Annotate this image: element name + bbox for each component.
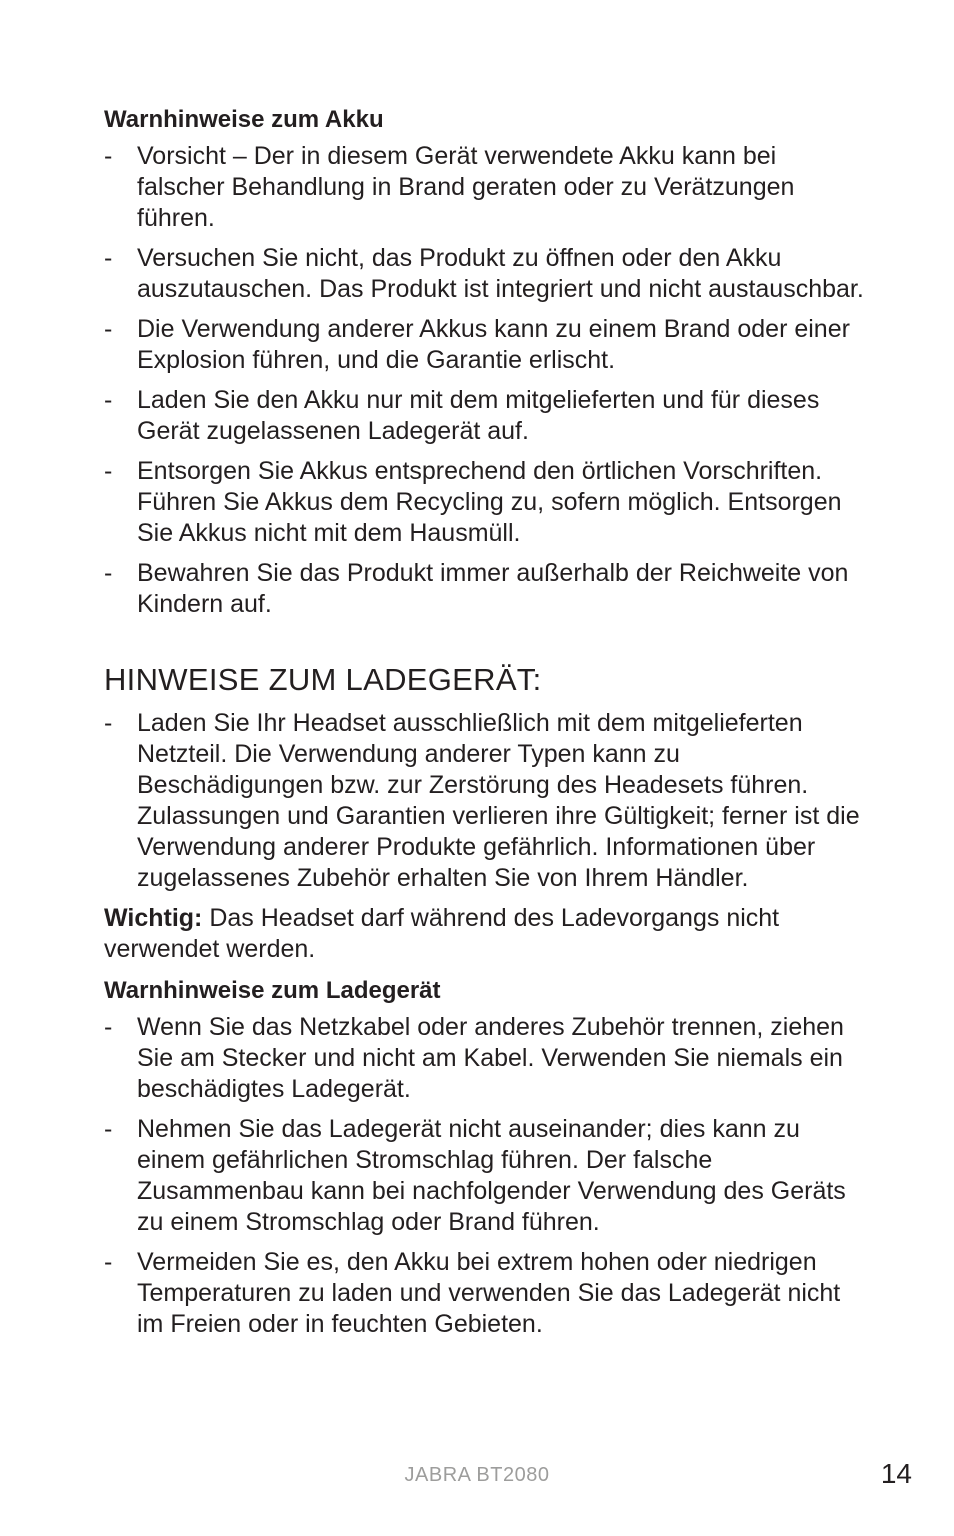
list-item-text: Wenn Sie das Netzkabel oder anderes Zubehör trennen, ziehen Sie am Stecker und nicht am Kabel. Verwenden Sie niemals ein beschädigtes Ladegerät. (137, 1013, 844, 1103)
list-item-text: Vermeiden Sie es, den Akku bei extrem hohen oder niedrigen Temperaturen zu laden und verwenden Sie das Ladegerät nicht im Freien oder in feuchten Gebieten. (137, 1248, 841, 1338)
page-content (104, 104, 864, 1349)
bullet-dash: - (104, 457, 113, 485)
list-item-text: Bewahren Sie das Produkt immer außerhalb der Reichweite von Kindern auf. (137, 559, 849, 618)
list-item (104, 141, 864, 234)
list-item (104, 1247, 864, 1340)
list-item (104, 1114, 864, 1238)
bullet-dash: - (104, 1115, 113, 1143)
important-label: Wichtig: (104, 904, 203, 932)
list-item-text: Entsorgen Sie Akkus entsprechend den örtlichen Vorschriften. Führen Sie Akkus dem Recycling zu, sofern möglich. Entsorgen Sie Akkus nicht mit dem Hausmüll. (137, 457, 842, 547)
bullet-dash: - (104, 386, 113, 414)
list-item (104, 385, 864, 447)
list-item (104, 314, 864, 376)
bullet-dash: - (104, 1013, 113, 1041)
list-item-text: Versuchen Sie nicht, das Produkt zu öffnen oder den Akku auszutauschen. Das Produkt ist integriert und nicht austauschbar. (137, 244, 864, 303)
bullet-dash: - (104, 244, 113, 272)
list-item (104, 1012, 864, 1105)
list-item-text: Laden Sie den Akku nur mit dem mitgelieferten und für dieses Gerät zugelassenen Ladegerät auf. (137, 386, 820, 445)
list-item-text: Vorsicht – Der in diesem Gerät verwendete Akku kann bei falscher Behandlung in Brand geraten oder zu Verätzungen führen. (137, 142, 795, 232)
list-item (104, 708, 864, 894)
list-item-text: Laden Sie Ihr Headset ausschließlich mit dem mitgelieferten Netzteil. Die Verwendung anderer Typen kann zu Beschädigungen bzw. zur Zerstörung des Headesets führen. Zulassungen und Garantien verlieren ihre Gültigkeit; ferner ist die Verwendung anderer Produkte gefährlich. Informationen über zugelassenes Zubehör erhalten Sie von Ihrem Händler. (137, 709, 860, 892)
list-item-text: Die Verwendung anderer Akkus kann zu einem Brand oder einer Explosion führen, und die Garantie erlischt. (137, 315, 850, 374)
bullet-dash: - (104, 315, 113, 343)
charger-warnings-list (104, 1012, 864, 1340)
bullet-dash: - (104, 559, 113, 587)
important-text: Das Headset darf während des Ladevorgangs nicht verwendet werden. (104, 904, 780, 963)
bullet-dash: - (104, 709, 113, 737)
charger-notes-heading: HINWEISE ZUM LADEGERÄT: (104, 662, 542, 697)
list-item-text: Nehmen Sie das Ladegerät nicht auseinander; dies kann zu einem gefährlichen Stromschlag führen. Der falsche Zusammenbau kann bei nachfolgender Verwendung des Geräts zu einem Stromschlag oder Brand führen. (137, 1115, 846, 1236)
bullet-dash: - (104, 1248, 113, 1276)
important-note (104, 903, 864, 965)
battery-warnings-list (104, 141, 864, 620)
list-item (104, 243, 864, 305)
charger-notes-list (104, 708, 864, 894)
bullet-dash: - (104, 142, 113, 170)
page-number: 14 (880, 1458, 912, 1489)
charger-warnings-title: Warnhinweise zum Ladegerät (104, 977, 441, 1004)
battery-warnings-title: Warnhinweise zum Akku (104, 106, 384, 133)
footer-brand: JABRA BT2080 (404, 1464, 550, 1486)
list-item (104, 456, 864, 549)
list-item (104, 558, 864, 620)
